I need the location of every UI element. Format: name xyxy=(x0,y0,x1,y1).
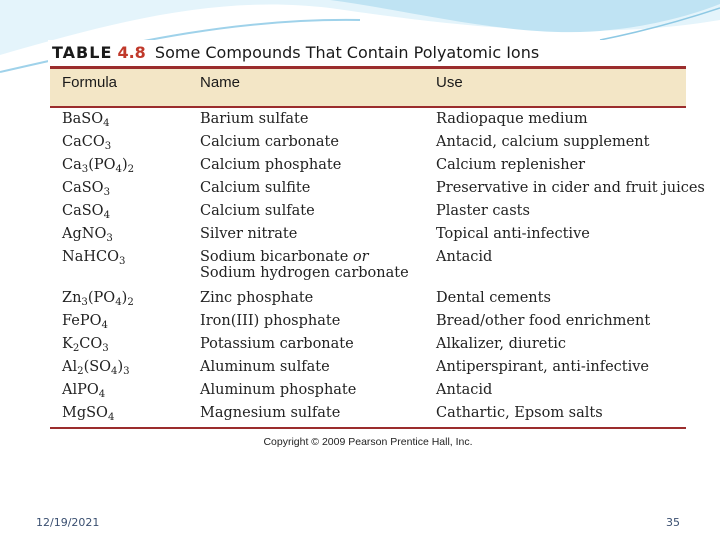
table-label: TABLE xyxy=(52,43,113,62)
cell-name-line: Aluminum phosphate xyxy=(200,382,357,398)
cell-name xyxy=(200,336,354,352)
cell-use: Antiperspirant, anti-infective xyxy=(436,359,650,375)
cell-use: Topical anti-infective xyxy=(436,226,590,242)
cell-use: Antacid xyxy=(436,249,493,265)
cell-formula: AlPO$_4$ xyxy=(62,382,106,400)
cell-formula: NaHCO$_3$ xyxy=(62,249,126,267)
cell-name xyxy=(200,134,339,150)
table-number: 4.8 xyxy=(117,43,146,62)
cell-name xyxy=(200,157,341,173)
header-name: Name xyxy=(200,74,241,91)
cell-use: Radiopaque medium xyxy=(436,111,588,127)
cell-name xyxy=(200,203,315,219)
cell-formula: CaSO$_3$ xyxy=(62,180,111,198)
cell-name-line: Zinc phosphate xyxy=(200,290,314,306)
cell-name-line: Potassium carbonate xyxy=(200,336,354,352)
cell-name-line: Silver nitrate xyxy=(200,226,298,242)
header-rule xyxy=(50,106,686,108)
cell-formula: $K_2CO_3$ xyxy=(62,336,109,354)
compounds-table xyxy=(48,40,705,450)
cell-name xyxy=(200,359,330,375)
cell-formula: FePO$_4$ xyxy=(62,313,108,331)
cell-formula: AgNO$_3$ xyxy=(62,226,113,244)
cell-name xyxy=(200,111,308,127)
cell-formula: BaSO$_4$ xyxy=(62,111,110,129)
cell-name-line: Calcium sulfate xyxy=(200,203,315,219)
cell-use: Cathartic, Epsom salts xyxy=(436,405,603,421)
header-use: Use xyxy=(436,74,463,91)
cell-name xyxy=(200,382,356,398)
copyright-notice: Copyright © 2009 Pearson Prentice Hall, Inc. xyxy=(263,436,473,448)
cell-use: Alkalizer, diuretic xyxy=(436,336,566,352)
table-caption: Some Compounds That Contain Polyatomic Ions xyxy=(154,43,540,62)
cell-use: Bread/other food enrichment xyxy=(436,313,651,329)
cell-name-line: Iron(III) phosphate xyxy=(200,313,341,329)
cell-name-line: Calcium carbonate xyxy=(200,134,339,150)
cell-name-line: Calcium sulfite xyxy=(200,180,311,196)
table-title xyxy=(52,43,539,62)
cell-use: Plaster casts xyxy=(436,203,530,219)
cell-use: Antacid xyxy=(436,382,493,398)
cell-name xyxy=(200,249,409,281)
cell-formula: $Ca_3(PO_4)_2$ xyxy=(62,157,135,175)
cell-name-line: Calcium phosphate xyxy=(200,157,342,173)
cell-use: Dental cements xyxy=(436,290,551,306)
cell-name xyxy=(200,290,313,306)
cell-name xyxy=(200,180,310,196)
cell-use: Antacid, calcium supplement xyxy=(436,134,650,150)
cell-name xyxy=(200,226,297,242)
cell-formula: $Zn_3(PO_4)_2$ xyxy=(62,290,134,308)
cell-use: Preservative in cider and fruit juices xyxy=(436,180,705,196)
cell-name-line: Sodium bicarbonate or xyxy=(200,249,369,265)
cell-name-line-2: Sodium hydrogen carbonate xyxy=(200,265,409,281)
top-rule xyxy=(50,66,686,69)
cell-name-line: Barium sulfate xyxy=(200,111,309,127)
bottom-rule xyxy=(50,427,686,429)
cell-name-line: Aluminum sulfate xyxy=(200,359,330,375)
page-number: 35 xyxy=(666,516,680,529)
cell-name xyxy=(200,405,340,421)
cell-formula: MgSO$_4$ xyxy=(62,405,115,423)
cell-formula: CaCO$_3$ xyxy=(62,134,112,152)
footer-date: 12/19/2021 xyxy=(36,516,100,529)
header-band xyxy=(50,66,686,108)
header-formula: Formula xyxy=(62,74,118,91)
cell-formula: $Al_2(SO_4)_3$ xyxy=(62,359,130,377)
cell-name-line: Magnesium sulfate xyxy=(200,405,341,421)
cell-use: Calcium replenisher xyxy=(436,157,586,173)
cell-name xyxy=(200,313,340,329)
cell-formula: CaSO$_4$ xyxy=(62,203,111,221)
